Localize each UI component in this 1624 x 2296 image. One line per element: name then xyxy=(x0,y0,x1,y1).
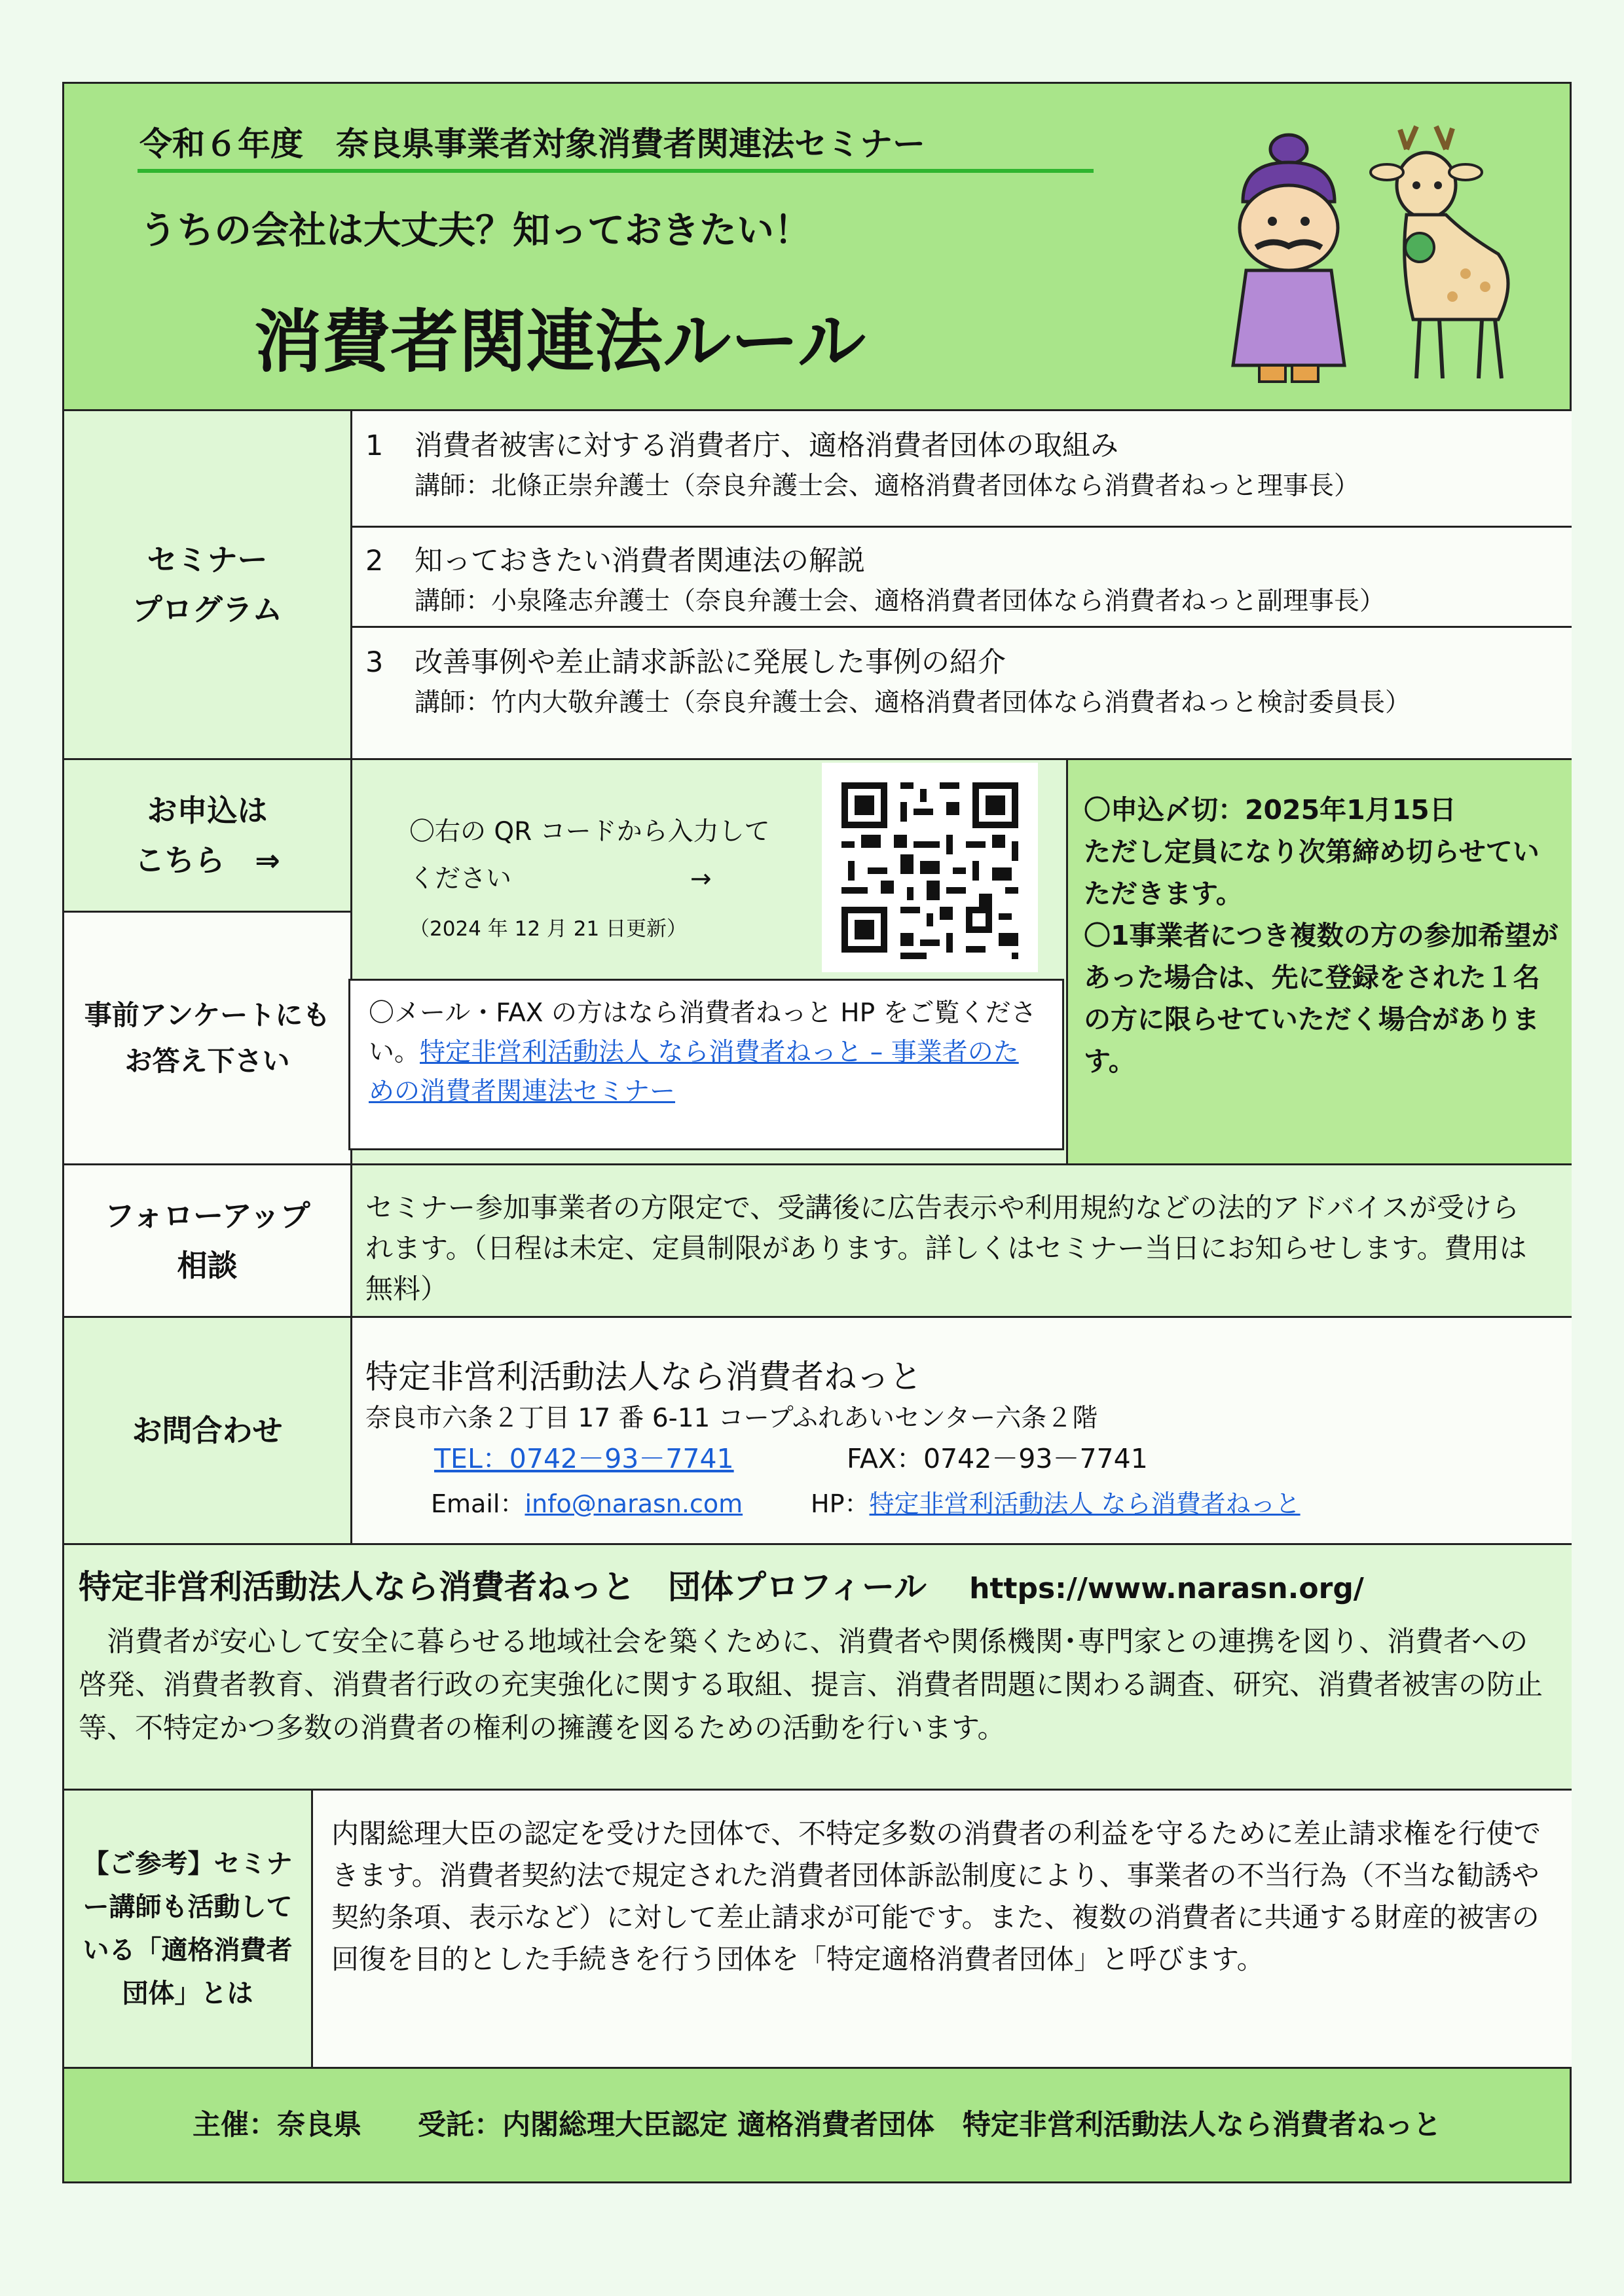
survey-box xyxy=(348,979,1064,1150)
title-underline xyxy=(138,169,1094,173)
contact-label-text: お問合わせ xyxy=(132,1413,283,1448)
program-item-number: 1 xyxy=(365,429,384,462)
program-item-number: 3 xyxy=(365,646,384,679)
program-label-text: セミナー プログラム xyxy=(132,542,283,627)
contact-body xyxy=(352,1318,1572,1543)
reference-text: 内閣総理大臣の認定を受けた団体で、不特定多数の消費者の利益を守るために差止請求権を行使できます。消費者契約法で規定された消費者団体訴訟制度により、事業者の不当行為（不当な勧誘や契約条項、表示など）に対して差止請求が可能です。また、複数の消費者に共通する財産的被害の回復を目的とした手続きを行う団体を「特定適格消費者団体」と呼びます。 xyxy=(331,1817,1541,1975)
profile-title: 特定非営利活動法人なら消費者ねっと 団体プロフィール xyxy=(79,1568,927,1606)
program-label xyxy=(64,411,350,758)
contact-address: 奈良市六条２丁目 17 番 6-11 コープふれあいセンター六条２階 xyxy=(365,1404,1098,1433)
profile-url[interactable]: https://www.narasn.org/ xyxy=(969,1572,1364,1605)
survey-label xyxy=(64,913,350,1163)
qr-code[interactable] xyxy=(822,763,1038,972)
profile-section xyxy=(64,1545,1572,1789)
program-item-number: 2 xyxy=(365,545,384,577)
year-title: 令和６年度 奈良県事業者対象消費者関連法セミナー xyxy=(139,125,925,163)
program-item-title: 消費者被害に対する消費者庁、適格消費者団体の取組み xyxy=(415,429,1118,462)
survey-link[interactable]: 特定非営利活動法人 なら消費者ねっと – 事業者のための消費者関連法セミナー xyxy=(369,1038,1019,1106)
qr-instruction: 〇右の QR コードから入力して ください → xyxy=(409,817,770,894)
survey-label-text: 事前アンケートにも お答え下さい xyxy=(84,998,331,1077)
update-date: （2024 年 12 月 21 日更新） xyxy=(409,917,688,941)
reference-body xyxy=(313,1791,1572,2067)
program-item-3 xyxy=(352,628,1572,758)
contact-hp-link[interactable]: 特定非営利活動法人 なら消費者ねっと xyxy=(869,1489,1301,1518)
mascot-deer xyxy=(1371,126,1508,378)
reference-label xyxy=(64,1791,311,2067)
contact-org: 特定非営利活動法人なら消費者ねっと xyxy=(365,1358,922,1396)
survey-text: 〇メール・FAX の方はなら消費者ねっと HP をご覧ください。 xyxy=(369,998,1037,1067)
followup-body xyxy=(352,1165,1572,1316)
footer-banner xyxy=(64,2069,1570,2181)
hp-label: HP： xyxy=(811,1489,870,1518)
footer-text: 主催：奈良県 受託：内閣総理大臣認定 適格消費者団体 特定非営利活動法人なら消費者ねっと xyxy=(193,2109,1441,2141)
main-title: 消費者関連法ルール xyxy=(254,302,866,382)
program-item-lecturer: 講師：小泉隆志弁護士（奈良弁護士会、適格消費者団体なら消費者ねっと副理事長） xyxy=(415,587,1386,616)
followup-label xyxy=(64,1165,350,1316)
mascot-illustration xyxy=(1190,123,1531,398)
reference-label-text: 【ご参考】セミナー講師も活動している「適格消費者団体」とは xyxy=(83,1849,293,2009)
program-item-2 xyxy=(352,528,1572,626)
deadline-text: 〇申込〆切：2025年1月15日 ただし定員になり次第締め切らせていただきます。 〇1事業者につき複数の方の参加希望があった場合は、先に登録をされた１名の方に限らせていただく場合があります。 xyxy=(1084,794,1559,1077)
contact-fax: FAX：0742－93－7741 xyxy=(847,1443,1148,1474)
program-item-title: 知っておきたい消費者関連法の解説 xyxy=(415,545,865,577)
application-label xyxy=(64,760,350,911)
mascot-person xyxy=(1233,135,1344,382)
contact-tel[interactable]: TEL：0742－93－7741 xyxy=(434,1443,734,1474)
followup-text: セミナー参加事業者の方限定で、受講後に広告表示や利用規約などの法的アドバイスが受けられます。（日程は未定、定員制限があります。詳しくはセミナー当日にお知らせします。費用は無料） xyxy=(365,1192,1527,1305)
program-item-lecturer: 講師：竹内大敬弁護士（奈良弁護士会、適格消費者団体なら消費者ねっと検討委員長） xyxy=(415,688,1411,718)
program-item-1 xyxy=(352,411,1572,526)
program-item-title: 改善事例や差止請求訴訟に発展した事例の紹介 xyxy=(415,646,1006,679)
contact-email[interactable]: info@narasn.com xyxy=(525,1489,743,1518)
application-label-text: お申込は こちら ⇒ xyxy=(134,793,280,878)
header-banner xyxy=(64,84,1570,409)
email-label: Email： xyxy=(431,1489,525,1518)
followup-label-text: フォローアップ 相談 xyxy=(104,1198,310,1283)
program-item-lecturer: 講師：北條正崇弁護士（奈良弁護士会、適格消費者団体なら消費者ねっと理事長） xyxy=(415,471,1360,501)
contact-label xyxy=(64,1318,350,1543)
profile-text: 消費者が安心して安全に暮らせる地域社会を築くために、消費者や関係機関･専門家との連携を図り、消費者への啓発、消費者教育、消費者行政の充実強化に関する取組、提言、消費者問題に関わる調査、研究、消費者被害の防止等、不特定かつ多数の消費者の権利の擁護を図るための活動を行います。 xyxy=(79,1626,1543,1745)
qr-code-icon xyxy=(822,763,1038,972)
subtitle: うちの会社は大丈夫？知っておきたい！ xyxy=(139,209,811,252)
